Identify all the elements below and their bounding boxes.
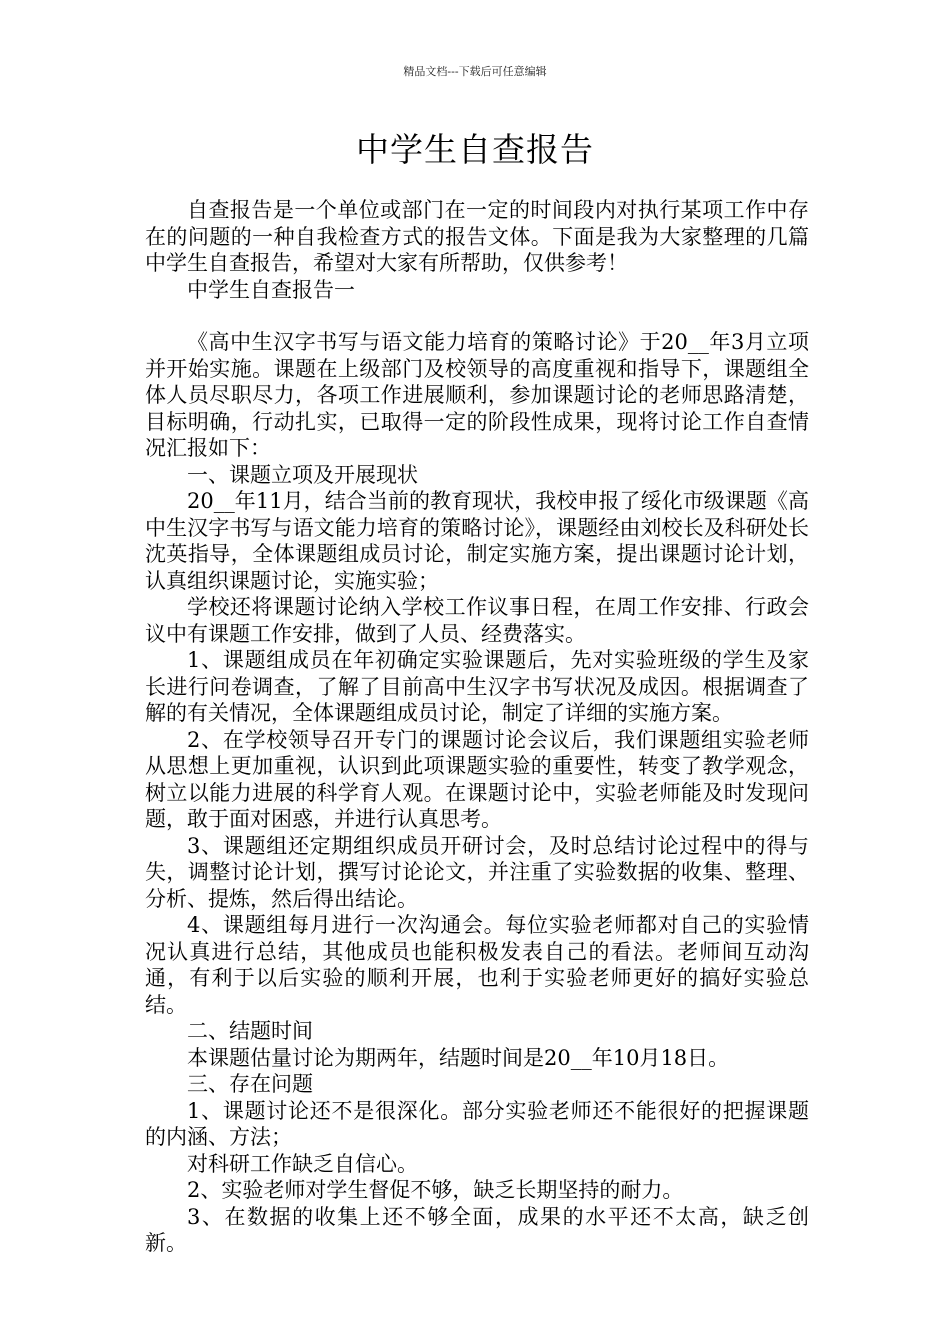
paragraph: 20__年11月，结合当前的教育现状，我校申报了绥化市级课题《高中生汉字书写与语文能力培育的策略讨论》，课题经由刘校长及科研处长沈英指导，全体课题组成员讨论，制定实施方案，提出课题讨论计划，认真组织课题讨论，实施实验； xyxy=(145,489,809,593)
page-header-note: 精品文档---下载后可任意编辑 xyxy=(403,65,547,78)
paragraph: 本课题估量讨论为期两年，结题时间是20__年10月18日。 xyxy=(187,1045,730,1070)
list-item: 3、课题组还定期组织成员开研讨会，及时总结讨论过程中的得与失，调整讨论计划，撰写讨论论文，并注重了实验数据的收集、整理、分析、提炼，然后得出结论。 xyxy=(145,833,809,911)
list-item: 3、在数据的收集上还不够全面，成果的水平还不太高，缺乏创新。 xyxy=(145,1204,809,1255)
paragraph: 对科研工作缺乏自信心。 xyxy=(187,1151,418,1176)
list-item: 2、实验老师对学生督促不够，缺乏长期坚持的耐力。 xyxy=(187,1178,684,1202)
document-body xyxy=(145,197,809,1257)
paragraph: 学校还将课题讨论纳入学校工作议事日程，在周工作安排、行政会议中有课题工作安排，做到了人员、经费落实。 xyxy=(145,595,809,646)
list-item: 2、在学校领导召开专门的课题讨论会议后，我们课题组实验老师从思想上更加重视，认识到此项课题实验的重要性，转变了教学观念，树立以能力进展的科学育人观。在课题讨论中，实验老师能及时发现问题，敢于面对困惑，并进行认真思考。 xyxy=(145,727,809,831)
section-heading: 一、课题立项及开展现状 xyxy=(187,462,418,487)
blank-line xyxy=(145,303,809,329)
document-title: 中学生自查报告 xyxy=(356,130,594,169)
section-heading: 二、结题时间 xyxy=(187,1019,313,1043)
paragraph: 《高中生汉字书写与语文能力培育的策略讨论》于20__年3月立项并开始实施。课题在上级部门及校领导的高度重视和指导下，课题组全体人员尽职尽力，各项工作进展顺利，参加课题讨论的老师思路清楚，目标明确，行动扎实，已取得一定的阶段性成果，现将讨论工作自查情况汇报如下： xyxy=(145,330,809,460)
list-item: 1、课题组成员在年初确定实验课题后，先对实验班级的学生及家长进行问卷调查，了解了目前高中生汉字书写状况及成因。根据调查了解的有关情况，全体课题组成员讨论，制定了详细的实施方案。 xyxy=(145,648,809,725)
section-heading-report-one: 中学生自查报告一 xyxy=(187,277,355,302)
list-item: 1、课题讨论还不是很深化。部分实验老师还不能很好的把握课题的内涵、方法； xyxy=(145,1098,809,1149)
section-heading: 三、存在问题 xyxy=(187,1072,313,1096)
list-item: 4、课题组每月进行一次沟通会。每位实验老师都对自己的实验情况认真进行总结，其他成员也能积极发表自己的看法。老师间互动沟通，有利于以后实验的顺利开展，也利于实验老师更好的搞好实验总结。 xyxy=(145,913,809,1017)
intro-paragraph: 自查报告是一个单位或部门在一定的时间段内对执行某项工作中存在的问题的一种自我检查方式的报告文体。下面是我为大家整理的几篇中学生自查报告，希望对大家有所帮助，仅供参考！ xyxy=(145,198,809,275)
